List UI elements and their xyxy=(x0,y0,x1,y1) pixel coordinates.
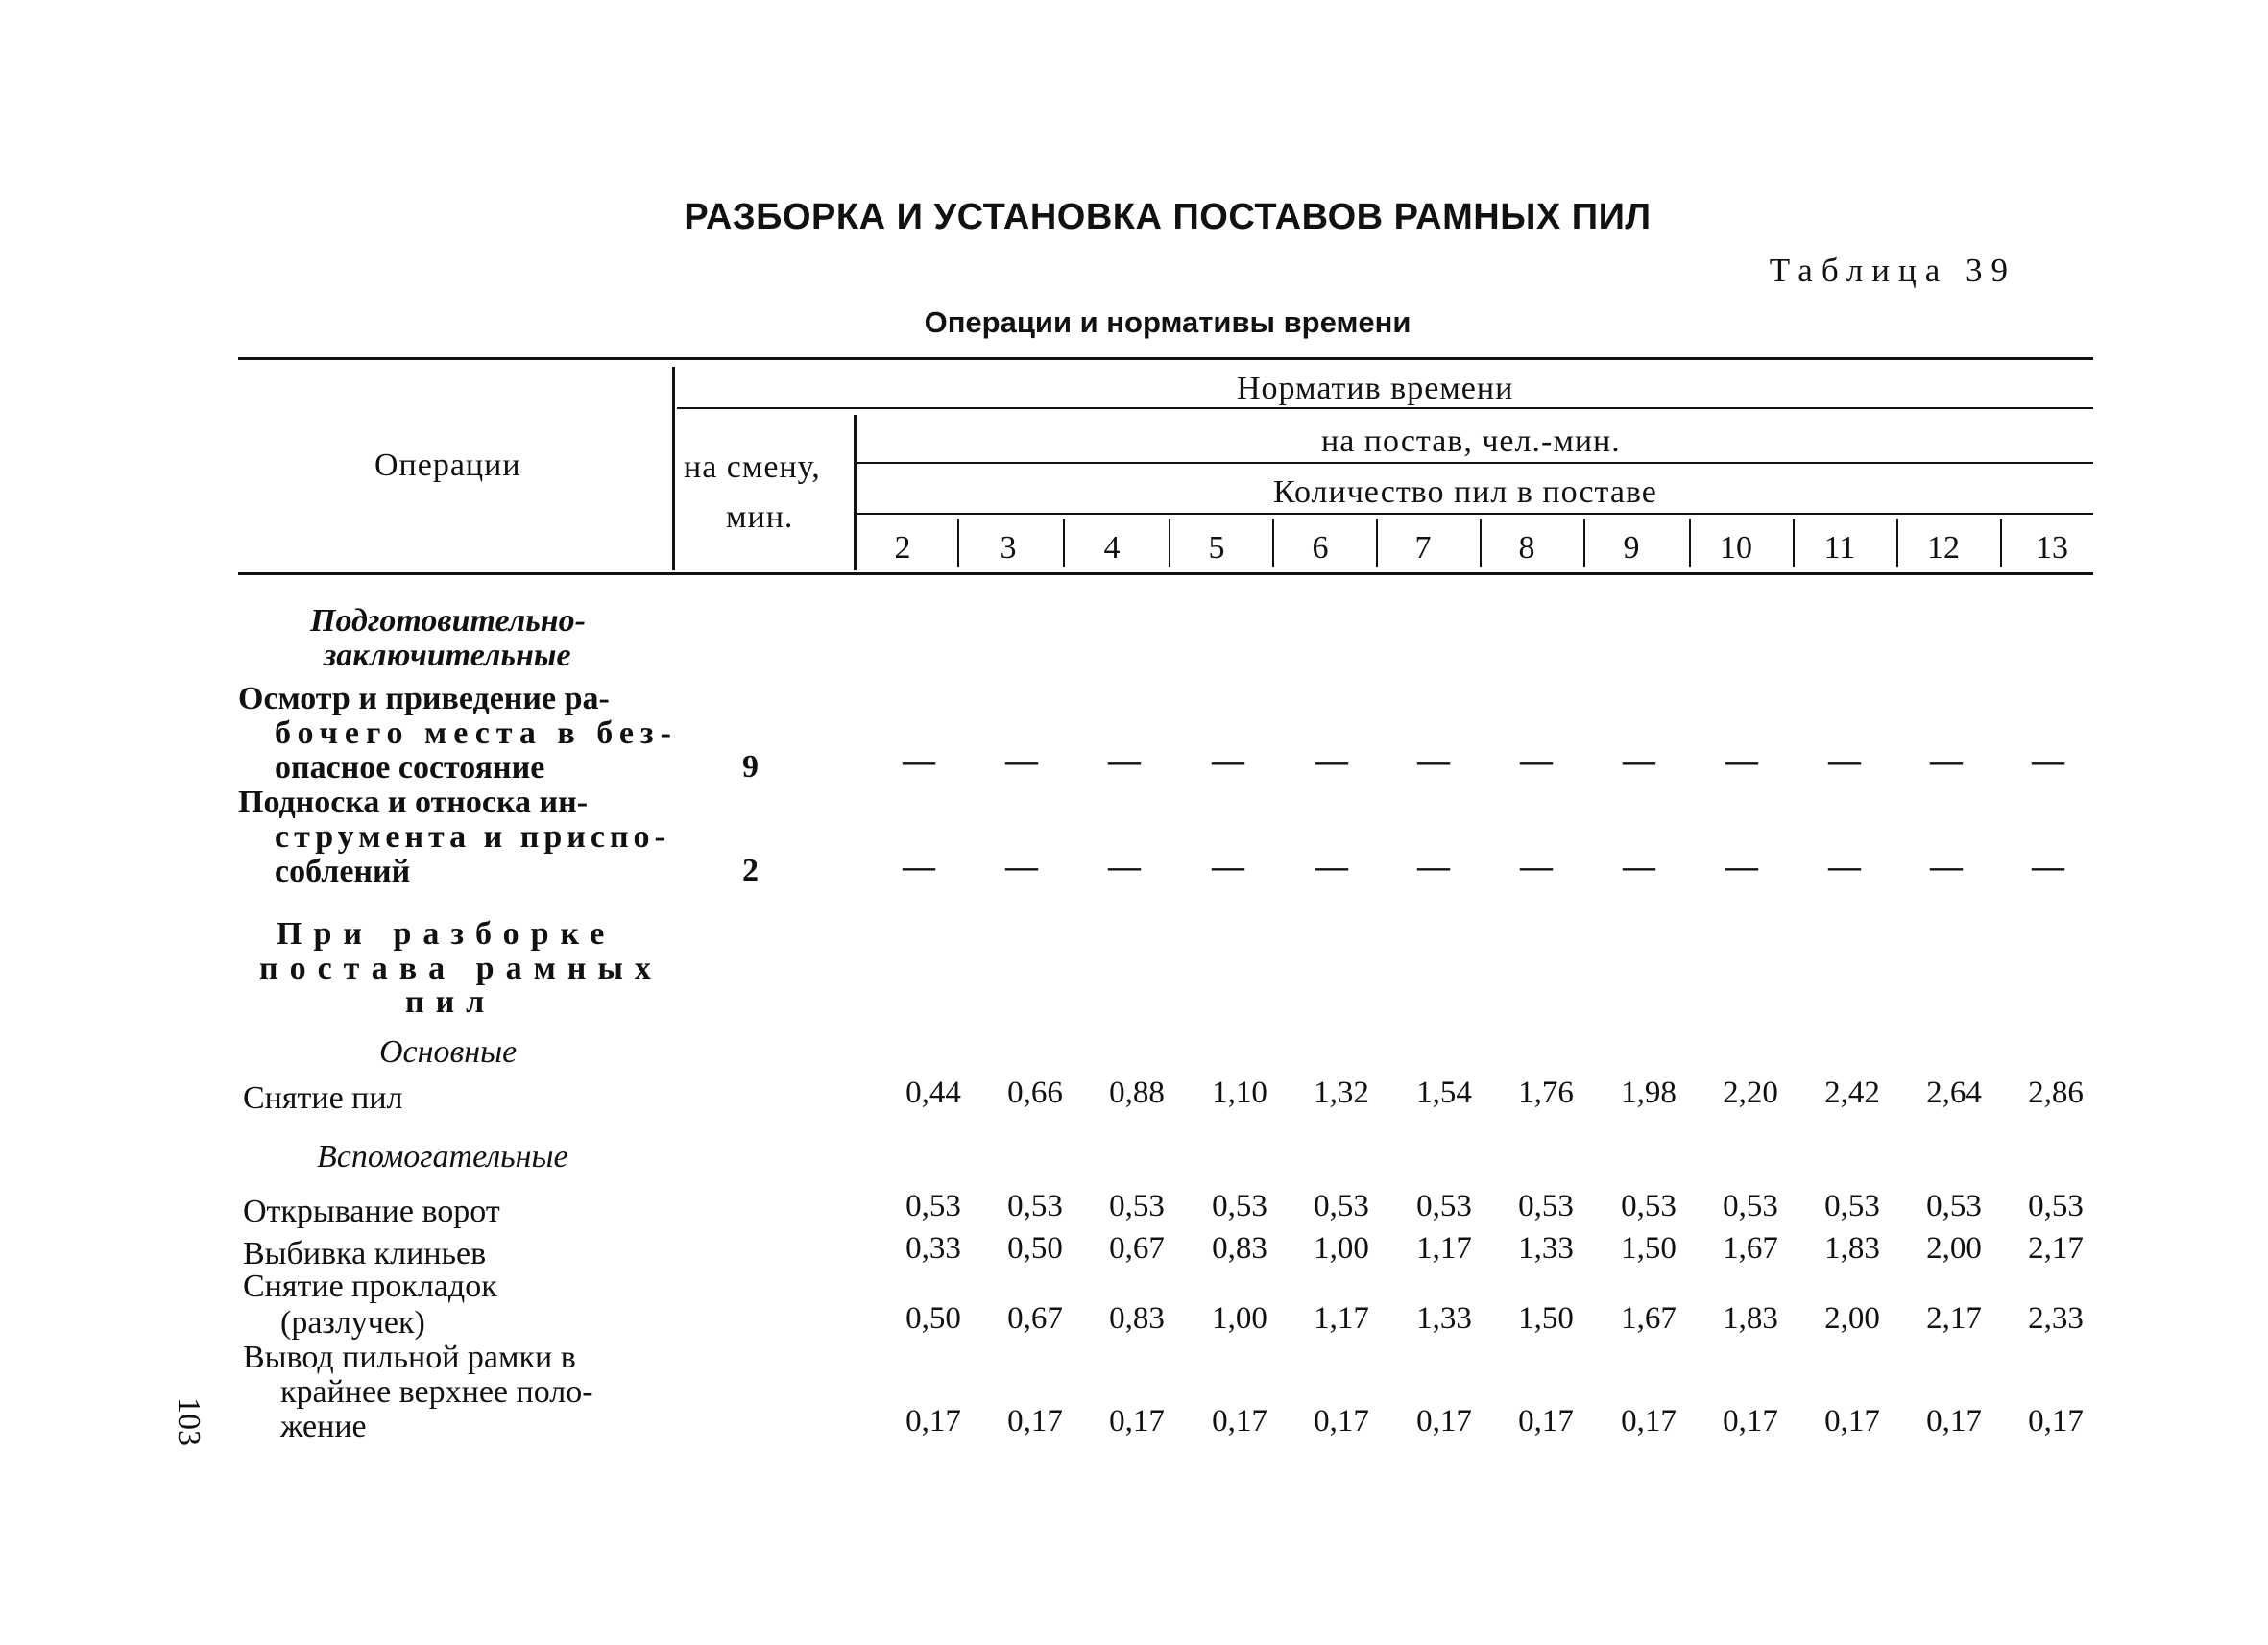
value-cell: 0,17 xyxy=(2028,1404,2084,1439)
dash-cell: — xyxy=(1930,743,1963,779)
value-cell: 0,17 xyxy=(1723,1404,1778,1439)
value-cell: 0,53 xyxy=(1212,1189,1267,1223)
value-cell: 2,64 xyxy=(1926,1076,1982,1110)
page-title: РАЗБОРКА И УСТАНОВКА ПОСТАВОВ РАМНЫХ ПИЛ xyxy=(684,197,1652,237)
value-cell: 1,50 xyxy=(1518,1301,1574,1336)
col-header: 6 xyxy=(1312,530,1329,566)
header-bottom-rule xyxy=(238,572,2093,575)
header-operations: Операции xyxy=(374,448,521,483)
col-header: 11 xyxy=(1823,530,1856,566)
header-per-set: на постав, чел.-мин. xyxy=(1321,423,1621,459)
shift-value: 9 xyxy=(742,749,759,785)
row-label-remove-spacers: Снятие прокладок xyxy=(243,1269,497,1304)
row-label-open-gates: Открывание ворот xyxy=(243,1194,500,1229)
dash-cell: — xyxy=(2032,849,2064,884)
row-label-remove-spacers: (разлучек) xyxy=(280,1305,425,1341)
row-label-frame-up: крайнее верхнее поло- xyxy=(280,1374,593,1410)
col-sep xyxy=(1896,519,1898,567)
value-cell: 0,53 xyxy=(1109,1189,1165,1223)
value-cell: 1,54 xyxy=(1416,1076,1472,1110)
dash-cell: — xyxy=(1005,849,1038,884)
value-cell: 2,86 xyxy=(2028,1076,2084,1110)
header-top-rule xyxy=(238,357,2093,360)
row-label-carry: струмента и приспо- xyxy=(275,819,670,855)
row-label-knock-wedges: Выбивка клиньев xyxy=(243,1236,487,1271)
row-label-inspect: опасное состояние xyxy=(275,750,545,786)
dash-cell: — xyxy=(1520,849,1553,884)
value-cell: 1,33 xyxy=(1518,1231,1574,1266)
header-norm: Норматив времени xyxy=(1237,371,1514,406)
value-cell: 0,44 xyxy=(905,1076,961,1110)
section-prep: Подготовительно- xyxy=(310,603,586,639)
dash-cell: — xyxy=(1520,743,1553,779)
dash-cell: — xyxy=(1623,849,1655,884)
value-cell: 1,50 xyxy=(1621,1231,1677,1266)
row-label-carry: соблений xyxy=(275,854,411,889)
value-cell: 1,98 xyxy=(1621,1076,1677,1110)
value-cell: 1,00 xyxy=(1212,1301,1267,1336)
table-subtitle: Операции и нормативы времени xyxy=(924,305,1411,339)
shift-value: 2 xyxy=(742,853,759,888)
dash-cell: — xyxy=(1417,849,1450,884)
col-sep xyxy=(1689,519,1691,567)
section-disassembly: При разборке xyxy=(277,916,616,952)
value-cell: 2,17 xyxy=(2028,1231,2084,1266)
value-cell: 0,17 xyxy=(1926,1404,1982,1439)
value-cell: 1,67 xyxy=(1621,1301,1677,1336)
dash-cell: — xyxy=(903,849,935,884)
value-cell: 1,10 xyxy=(1212,1076,1267,1110)
col-sep xyxy=(1480,519,1482,567)
dash-cell: — xyxy=(1417,743,1450,779)
dash-cell: — xyxy=(1828,849,1861,884)
dash-cell: — xyxy=(2032,743,2064,779)
col-sep xyxy=(1793,519,1795,567)
value-cell: 0,53 xyxy=(1314,1189,1369,1223)
dash-cell: — xyxy=(1108,743,1141,779)
page-number: 103 xyxy=(171,1397,206,1446)
row-label-frame-up: жение xyxy=(280,1409,367,1444)
section-aux: Вспомогательные xyxy=(317,1139,568,1174)
value-cell: 0,53 xyxy=(1518,1189,1574,1223)
value-cell: 0,53 xyxy=(905,1189,961,1223)
value-cell: 1,00 xyxy=(1314,1231,1369,1266)
section-disassembly: пил xyxy=(405,984,496,1020)
section-main: Основные xyxy=(379,1034,518,1070)
value-cell: 0,17 xyxy=(1109,1404,1165,1439)
value-cell: 0,33 xyxy=(905,1231,961,1266)
value-cell: 0,83 xyxy=(1212,1231,1267,1266)
value-cell: 0,53 xyxy=(1416,1189,1472,1223)
value-cell: 2,00 xyxy=(1824,1301,1880,1336)
shift-divider xyxy=(854,415,857,570)
col-header: 5 xyxy=(1208,530,1225,566)
value-cell: 1,67 xyxy=(1723,1231,1778,1266)
norm-underline xyxy=(677,407,2093,409)
value-cell: 1,76 xyxy=(1518,1076,1574,1110)
dash-cell: — xyxy=(1828,743,1861,779)
value-cell: 0,53 xyxy=(1621,1189,1677,1223)
value-cell: 0,17 xyxy=(905,1404,961,1439)
col-header: 13 xyxy=(2036,530,2068,566)
col-sep xyxy=(1169,519,1170,567)
value-cell: 0,53 xyxy=(1007,1189,1063,1223)
col-header: 8 xyxy=(1518,530,1535,566)
per-set-underline xyxy=(857,462,2093,464)
row-label-frame-up: Вывод пильной рамки в xyxy=(243,1340,576,1375)
value-cell: 1,17 xyxy=(1314,1301,1369,1336)
dash-cell: — xyxy=(1315,743,1348,779)
dash-cell: — xyxy=(1212,849,1244,884)
value-cell: 0,17 xyxy=(1212,1404,1267,1439)
value-cell: 2,00 xyxy=(1926,1231,1982,1266)
col-sep xyxy=(1063,519,1065,567)
value-cell: 0,17 xyxy=(1824,1404,1880,1439)
dash-cell: — xyxy=(1212,743,1244,779)
value-cell: 0,50 xyxy=(905,1301,961,1336)
saw-count-underline xyxy=(857,513,2093,515)
row-label-carry: Подноска и относка ин- xyxy=(238,785,589,820)
dash-cell: — xyxy=(1725,849,1758,884)
value-cell: 0,67 xyxy=(1109,1231,1165,1266)
dash-cell: — xyxy=(1930,849,1963,884)
col-sep xyxy=(1376,519,1378,567)
col-header: 2 xyxy=(894,530,911,566)
value-cell: 1,33 xyxy=(1416,1301,1472,1336)
value-cell: 0,17 xyxy=(1621,1404,1677,1439)
row-label-remove-saws: Снятие пил xyxy=(243,1080,403,1116)
value-cell: 0,53 xyxy=(1723,1189,1778,1223)
dash-cell: — xyxy=(1315,849,1348,884)
value-cell: 0,88 xyxy=(1109,1076,1165,1110)
value-cell: 1,83 xyxy=(1824,1231,1880,1266)
row-label-inspect: бочего места в без- xyxy=(275,715,678,751)
value-cell: 0,67 xyxy=(1007,1301,1063,1336)
value-cell: 0,83 xyxy=(1109,1301,1165,1336)
col-header: 12 xyxy=(1927,530,1960,566)
value-cell: 0,17 xyxy=(1314,1404,1369,1439)
operations-divider xyxy=(672,367,675,570)
value-cell: 2,20 xyxy=(1723,1076,1778,1110)
col-sep xyxy=(1583,519,1585,567)
value-cell: 2,42 xyxy=(1824,1076,1880,1110)
value-cell: 0,17 xyxy=(1518,1404,1574,1439)
row-label-inspect: Осмотр и приведение ра- xyxy=(238,681,610,716)
header-per-shift-unit: мин. xyxy=(726,499,794,535)
section-disassembly: постава рамных xyxy=(259,951,663,986)
value-cell: 2,33 xyxy=(2028,1301,2084,1336)
col-sep xyxy=(957,519,959,567)
table-label: Таблица 39 xyxy=(1769,252,2016,289)
col-sep xyxy=(2000,519,2002,567)
value-cell: 2,17 xyxy=(1926,1301,1982,1336)
value-cell: 0,17 xyxy=(1007,1404,1063,1439)
col-header: 10 xyxy=(1720,530,1752,566)
value-cell: 1,83 xyxy=(1723,1301,1778,1336)
value-cell: 0,17 xyxy=(1416,1404,1472,1439)
dash-cell: — xyxy=(903,743,935,779)
col-header: 9 xyxy=(1623,530,1640,566)
dash-cell: — xyxy=(1005,743,1038,779)
col-sep xyxy=(1272,519,1274,567)
value-cell: 0,50 xyxy=(1007,1231,1063,1266)
value-cell: 0,53 xyxy=(2028,1189,2084,1223)
col-header: 3 xyxy=(1000,530,1017,566)
col-header: 4 xyxy=(1103,530,1121,566)
section-prep: заключительные xyxy=(324,638,571,673)
value-cell: 1,17 xyxy=(1416,1231,1472,1266)
value-cell: 0,53 xyxy=(1926,1189,1982,1223)
header-saw-count: Количество пил в поставе xyxy=(1273,474,1657,510)
dash-cell: — xyxy=(1623,743,1655,779)
value-cell: 0,53 xyxy=(1824,1189,1880,1223)
col-header: 7 xyxy=(1414,530,1432,566)
value-cell: 0,66 xyxy=(1007,1076,1063,1110)
dash-cell: — xyxy=(1108,849,1141,884)
header-per-shift: на смену, xyxy=(684,449,821,485)
value-cell: 1,32 xyxy=(1314,1076,1369,1110)
dash-cell: — xyxy=(1725,743,1758,779)
